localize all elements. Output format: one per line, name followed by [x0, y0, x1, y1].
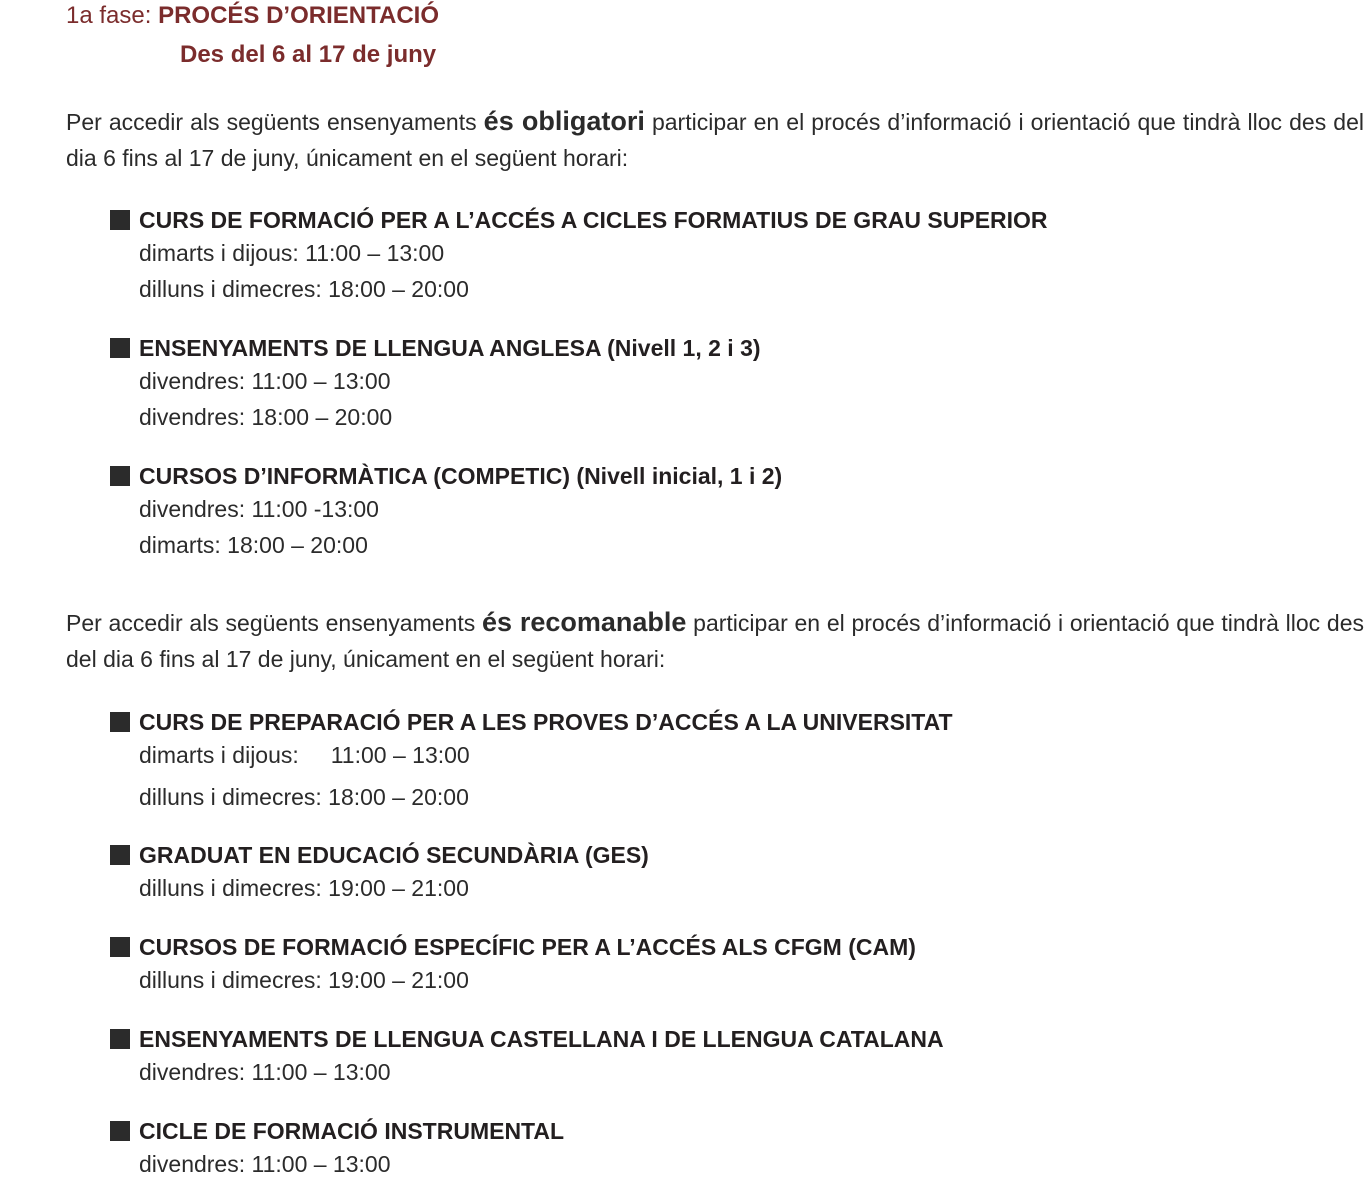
list-item: [110, 205, 1048, 307]
phase-dates: Des del 6 al 17 de juny: [180, 41, 437, 68]
schedule-line: dilluns i dimecres: 18:00 – 20:00: [139, 784, 469, 810]
schedule-line: dilluns i dimecres: 18:00 – 20:00: [139, 276, 469, 302]
schedule-line: divendres: 11:00 – 13:00: [139, 1059, 391, 1085]
list-item: [110, 1024, 944, 1090]
schedule-line: dilluns i dimecres: 19:00 – 21:00: [139, 875, 469, 901]
schedule-line: divendres: 11:00 – 13:00: [139, 1151, 391, 1177]
schedule-line: dilluns i dimecres: 19:00 – 21:00: [139, 967, 469, 993]
schedule-line: dimarts: 18:00 – 20:00: [139, 532, 368, 558]
square-bullet-icon: [110, 210, 130, 230]
list-item: [110, 932, 916, 998]
section2-emphasis: és recomanable: [481, 607, 687, 637]
schedule-line: dimarts i dijous: 11:00 – 13:00: [139, 742, 470, 768]
schedule-line: divendres: 11:00 – 13:00: [139, 368, 391, 394]
square-bullet-icon: [110, 1121, 130, 1141]
list-item: [110, 333, 761, 435]
section1-emphasis: és obligatori: [483, 106, 645, 136]
square-bullet-icon: [110, 937, 130, 957]
course-title: CURSOS DE FORMACIÓ ESPECÍFIC PER A L’ACCÉS ALS CFGM (CAM): [139, 933, 916, 960]
phase-title: PROCÉS D’ORIENTACIÓ: [158, 2, 439, 29]
course-title: ENSENYAMENTS DE LLENGUA CASTELLANA I DE LLENGUA CATALANA: [139, 1025, 944, 1052]
list-item: [110, 461, 782, 563]
square-bullet-icon: [110, 845, 130, 865]
section2-intro: [66, 604, 1364, 677]
schedule-line: dimarts i dijous: 11:00 – 13:00: [139, 240, 445, 266]
list-item: [110, 840, 649, 906]
course-title: CURS DE PREPARACIÓ PER A LES PROVES D’ACCÉS A LA UNIVERSITAT: [139, 708, 953, 735]
course-title: GRADUAT EN EDUCACIÓ SECUNDÀRIA (GES): [139, 841, 649, 868]
section2-text-before: Per accedir als següents ensenyaments: [66, 610, 482, 636]
square-bullet-icon: [110, 712, 130, 732]
schedule-line: divendres: 11:00 -13:00: [139, 496, 379, 522]
square-bullet-icon: [110, 1029, 130, 1049]
section1-text-after: participar en el procés d’informació i orientació que tindrà lloc des del dia 6 fins al 17 de juny, únicament en el següent horari:: [66, 109, 1364, 171]
phase-label: 1a fase:: [66, 2, 152, 29]
list-item: [110, 707, 953, 815]
section1-text-before: Per accedir als següents ensenyaments: [66, 109, 484, 135]
course-title: CURS DE FORMACIÓ PER A L’ACCÉS A CICLES FORMATIUS DE GRAU SUPERIOR: [139, 206, 1048, 233]
section2-text-after: participar en el procés d’informació i orientació que tindrà lloc des del dia 6 fins al 17 de juny, únicament en el següent horari:: [66, 610, 1364, 672]
course-title: CURSOS D’INFORMÀTICA (COMPETIC) (Nivell inicial, 1 i 2): [139, 462, 783, 489]
course-title: ENSENYAMENTS DE LLENGUA ANGLESA (Nivell 1, 2 i 3): [139, 334, 761, 361]
course-title: CICLE DE FORMACIÓ INSTRUMENTAL: [139, 1117, 565, 1144]
section1-intro: [66, 103, 1364, 176]
schedule-line: divendres: 18:00 – 20:00: [139, 404, 393, 430]
square-bullet-icon: [110, 338, 130, 358]
phase-heading: [66, 2, 439, 30]
square-bullet-icon: [110, 466, 130, 486]
list-item: [110, 1116, 564, 1182]
